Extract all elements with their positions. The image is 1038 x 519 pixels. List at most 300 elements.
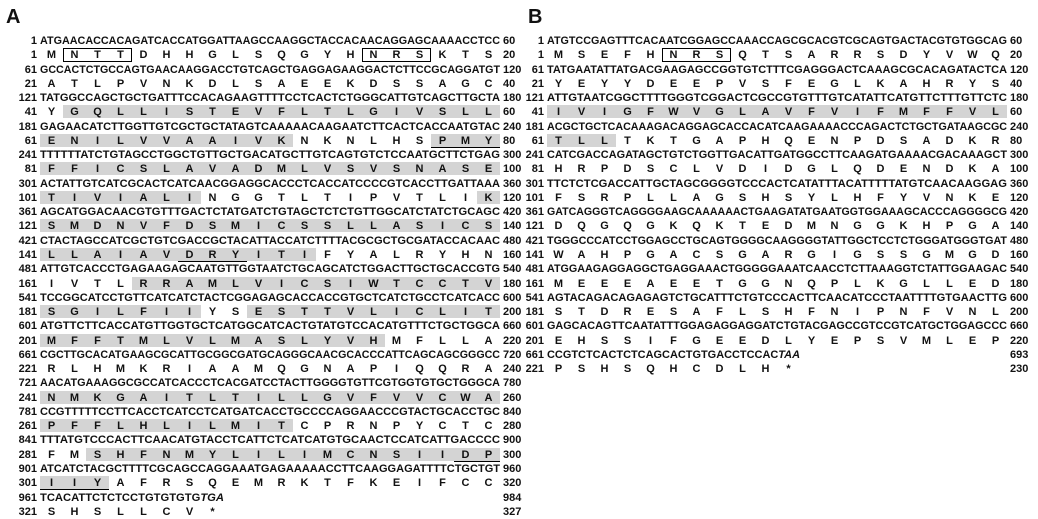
nucleotide-sequence-area <box>40 405 500 419</box>
amino-acid: V <box>339 305 362 318</box>
amino-acid: L <box>946 334 953 347</box>
amino-acid: I <box>109 191 132 204</box>
amino-acid: E <box>323 77 332 90</box>
amino-acid: I <box>463 191 468 204</box>
amino-acid-row <box>507 219 1029 233</box>
amino-acid-sequence-area <box>547 219 1007 233</box>
amino-acid: I <box>547 105 570 118</box>
amino-acid-start-number: 61 <box>24 134 37 147</box>
amino-acid-end-number: 320 <box>503 477 522 490</box>
nucleotide-start-number: 241 <box>525 149 544 162</box>
nucleotide-text: ACGCTGCTCACAAAGACAGGAGCACCACATCAAGAAAACCCAGACTCTGCTGATAAGCGC <box>547 120 1007 133</box>
amino-acid: M <box>63 219 86 232</box>
amino-acid: E <box>224 105 247 118</box>
amino-acid: E <box>231 477 240 490</box>
amino-acid: K <box>438 49 447 62</box>
amino-acid: S <box>392 77 401 90</box>
amino-acid-sequence-area <box>40 277 500 291</box>
amino-acid-start-number: 21 <box>24 77 37 90</box>
amino-acid: P <box>876 306 885 319</box>
amino-acid: M <box>46 49 57 62</box>
amino-acid: C <box>484 477 493 490</box>
nucleotide-start-number: 601 <box>18 320 37 333</box>
amino-acid: I <box>49 277 54 290</box>
nucleotide-sequence <box>547 120 1007 134</box>
amino-acid: C <box>484 77 493 90</box>
amino-acid: T <box>454 277 477 290</box>
amino-acid-row <box>0 219 522 233</box>
amino-acid: E <box>692 277 701 290</box>
amino-acid: S <box>415 77 424 90</box>
nucleotide-sequence <box>547 348 800 362</box>
amino-acid-start-number: 61 <box>531 134 544 147</box>
amino-acid: E <box>247 305 270 318</box>
amino-acid: P <box>830 277 839 290</box>
nucleotide-row <box>0 376 522 390</box>
nucleotide-row <box>0 148 522 162</box>
amino-acid: A <box>346 363 355 376</box>
amino-acid: S <box>715 248 724 261</box>
amino-acid: R <box>162 477 171 490</box>
stop-codon: TGA <box>200 491 224 504</box>
nucleotide-text: CGCTTGCACATGAAGCGCATTGCGGCGATGCAGGGCAACGCACCCATTCAGCAGCGGGCC <box>40 348 500 361</box>
amino-acid-start-number: 21 <box>531 77 544 90</box>
nucleotide-sequence <box>40 91 500 105</box>
nucleotide-start-number: 421 <box>525 234 544 247</box>
amino-acid: Q <box>738 49 747 62</box>
amino-acid-end-number: 60 <box>1010 106 1023 119</box>
amino-acid: A <box>991 163 1000 176</box>
nucleotide-sequence-area <box>547 262 1007 276</box>
amino-acid: A <box>132 248 155 261</box>
nucleotide-sequence-area <box>40 148 500 162</box>
amino-acid: G <box>830 77 839 90</box>
amino-acid: S <box>415 49 424 62</box>
nucleotide-row <box>507 205 1029 219</box>
nucleotide-text: ATCATCTACGCTTTTCGCAGCCAGGAAATGAGAAAAACCTTCAAGGAGATTTTCTGCTGT <box>40 462 500 475</box>
amino-acid: M <box>201 277 224 290</box>
amino-acid: L <box>362 219 385 232</box>
amino-acid: S <box>408 219 431 232</box>
amino-acid: I <box>431 448 454 461</box>
nucleotide-sequence-area <box>547 319 1007 333</box>
amino-acid: A <box>247 334 270 347</box>
amino-acid: T <box>94 49 101 62</box>
amino-acid: A <box>277 77 286 90</box>
amino-acid: D <box>86 219 109 232</box>
amino-acid: G <box>876 220 885 233</box>
amino-acid: G <box>316 391 339 404</box>
amino-acid: E <box>669 277 678 290</box>
amino-acid: L <box>739 363 746 376</box>
amino-acid: A <box>86 248 109 261</box>
amino-acid: I <box>40 476 63 489</box>
amino-acid: A <box>178 162 201 175</box>
amino-acid: C <box>669 163 678 176</box>
amino-acid: E <box>715 334 724 347</box>
nucleotide-start-number: 61 <box>531 63 544 76</box>
amino-acid: S <box>623 363 632 376</box>
amino-acid-sequence-area <box>547 277 1007 291</box>
amino-acid: D <box>554 220 563 233</box>
amino-acid: I <box>593 105 616 118</box>
amino-acid: T <box>578 306 585 319</box>
amino-acid: K <box>139 363 148 376</box>
amino-acid: A <box>761 248 770 261</box>
amino-acid: V <box>247 134 270 147</box>
amino-acid: F <box>86 419 109 432</box>
amino-acid-row <box>0 476 522 490</box>
nucleotide-text: ATGTTCTTCACCATGTTGGTGCTCATGGCATCACTGTATGTCCACATGTTTCTGCTGGCA <box>40 320 501 333</box>
amino-acid: G <box>761 277 770 290</box>
amino-acid: S <box>554 306 563 319</box>
amino-acid: K <box>323 134 332 147</box>
amino-acid: R <box>623 306 632 319</box>
amino-acid-start-number: 101 <box>525 191 544 204</box>
amino-acid: Y <box>899 191 908 204</box>
amino-acid: L <box>71 363 78 376</box>
amino-acid: M <box>806 220 817 233</box>
amino-acid: I <box>339 277 362 290</box>
amino-acid: V <box>961 105 984 118</box>
nucleotide-text: AGTACAGACAGAGAGTCTGCATTTCTGTCCCACTTCAACATCCCTAATTTTGTGAACTTG <box>547 291 1007 304</box>
amino-acid: Q <box>86 105 109 118</box>
amino-acid: T <box>624 134 631 147</box>
amino-acid: D <box>208 77 217 90</box>
amino-acid: F <box>86 334 109 347</box>
amino-acid: A <box>807 49 816 62</box>
nucleotide-sequence <box>547 63 1007 77</box>
amino-acid: N <box>899 306 908 319</box>
amino-acid: L <box>117 277 124 290</box>
amino-acid: L <box>109 305 132 318</box>
amino-acid: T <box>117 49 124 62</box>
nucleotide-sequence <box>40 205 500 219</box>
amino-acid: A <box>208 363 217 376</box>
nucleotide-row <box>507 262 1029 276</box>
nucleotide-end-number: 420 <box>1010 206 1029 219</box>
amino-acid: E <box>830 334 839 347</box>
amino-acid: A <box>178 277 201 290</box>
amino-acid: K <box>369 477 378 490</box>
amino-acid: Y <box>323 49 332 62</box>
amino-acid-row <box>507 277 1029 291</box>
nucleotide-end-number: 660 <box>503 320 522 333</box>
amino-acid: G <box>692 334 701 347</box>
amino-acid: Q <box>277 363 286 376</box>
nucleotide-sequence <box>547 262 1007 276</box>
nucleotide-sequence <box>547 91 1007 105</box>
amino-acid: G <box>600 220 609 233</box>
amino-acid: H <box>784 306 793 319</box>
amino-acid-row <box>507 248 1029 262</box>
amino-acid: K <box>876 77 885 90</box>
amino-acid: R <box>945 77 954 90</box>
nucleotide-start-number: 181 <box>525 120 544 133</box>
amino-acid-start-number: 141 <box>525 248 544 261</box>
amino-acid: H <box>392 134 401 147</box>
nucleotide-sequence <box>40 491 224 505</box>
amino-acid: S <box>40 219 63 232</box>
amino-acid-row <box>507 48 1023 62</box>
amino-acid: H <box>162 49 171 62</box>
amino-acid: F <box>915 105 938 118</box>
amino-acid: I <box>86 134 109 147</box>
amino-acid: F <box>347 477 354 490</box>
amino-acid-start-number: 1 <box>537 49 544 62</box>
amino-acid-end-number: 200 <box>503 306 522 319</box>
amino-acid: G <box>807 248 816 261</box>
amino-acid-sequence-area <box>40 305 500 319</box>
amino-acid: E <box>623 277 632 290</box>
amino-acid: F <box>555 191 562 204</box>
amino-acid: G <box>461 77 470 90</box>
amino-acid: E <box>692 77 701 90</box>
nucleotide-sequence <box>547 291 1007 305</box>
nucleotide-text: ACTATTGTCATCGCACTCATCAACGGAGGCACCCTCACCATCCCCGTCACCTTGATTAAA <box>40 177 500 190</box>
amino-acid: I <box>187 363 192 376</box>
amino-acid-start-number: 41 <box>24 106 37 119</box>
amino-acid: L <box>155 334 178 347</box>
amino-acid: G <box>899 277 908 290</box>
amino-acid: H <box>669 363 678 376</box>
amino-acid: M <box>316 448 339 461</box>
amino-acid-row <box>0 448 522 462</box>
nucleotide-row <box>0 348 522 362</box>
amino-acid: I <box>846 105 869 118</box>
amino-acid: S <box>991 77 1000 90</box>
amino-acid: I <box>86 305 109 318</box>
amino-acid-end-number: 260 <box>503 391 522 404</box>
amino-acid-sequence-area <box>40 476 500 490</box>
amino-acid: Y <box>47 106 56 119</box>
amino-acid: L <box>232 77 239 90</box>
amino-acid: T <box>324 477 331 490</box>
amino-acid: G <box>807 163 816 176</box>
amino-acid: F <box>132 305 155 318</box>
amino-acid-start-number: 81 <box>531 163 544 176</box>
amino-acid-start-number: 221 <box>18 363 37 376</box>
amino-acid: Q <box>646 363 655 376</box>
amino-acid: T <box>201 105 224 118</box>
amino-acid-sequence-area <box>40 105 500 119</box>
amino-acid: T <box>762 49 769 62</box>
amino-acid: K <box>185 77 194 90</box>
amino-acid: R <box>201 248 224 261</box>
amino-acid: A <box>369 248 378 261</box>
amino-acid-row <box>0 391 522 405</box>
amino-acid: S <box>293 219 316 232</box>
amino-acid: P <box>945 220 954 233</box>
amino-acid: T <box>278 191 285 204</box>
amino-acid: Y <box>807 334 816 347</box>
amino-acid-start-number: 321 <box>18 505 37 518</box>
amino-acid: M <box>224 334 247 347</box>
amino-acid: M <box>454 134 477 147</box>
amino-acid: V <box>899 334 908 347</box>
amino-acid: R <box>461 363 470 376</box>
amino-acid: D <box>715 363 724 376</box>
nucleotide-row <box>507 348 1029 362</box>
nucleotide-end-number: 60 <box>1010 35 1023 47</box>
nucleotide-sequence <box>40 148 500 162</box>
amino-acid: T <box>178 391 201 404</box>
amino-acid: P <box>853 334 862 347</box>
amino-acid: Q <box>438 363 447 376</box>
nucleotide-sequence <box>547 148 1007 162</box>
amino-acid: T <box>94 277 101 290</box>
amino-acid: I <box>247 419 270 432</box>
nucleotide-end-number: 480 <box>503 234 522 247</box>
motif-underline <box>454 448 500 462</box>
amino-acid: I <box>394 363 399 376</box>
amino-acid: S <box>254 77 263 90</box>
nucleotide-text: GCCACTCTGCCAGTGAACAAGGACCTGTCAGCTGAGGAGAAGGACTCTTCCGCAGGATGT <box>40 63 500 76</box>
nucleotide-sequence-area <box>40 234 500 248</box>
amino-acid: E <box>646 306 655 319</box>
amino-acid: I <box>247 448 270 461</box>
amino-acid: M <box>391 334 402 347</box>
amino-acid: N <box>484 248 493 261</box>
amino-acid: L <box>785 334 792 347</box>
amino-acid: Q <box>623 220 632 233</box>
amino-acid: E <box>477 162 500 175</box>
amino-acid: N <box>968 306 977 319</box>
amino-acid: L <box>831 163 838 176</box>
amino-acid: V <box>738 77 747 90</box>
amino-acid: D <box>178 248 201 261</box>
amino-acid: V <box>685 105 708 118</box>
amino-acid: G <box>646 220 655 233</box>
amino-acid: N <box>155 448 178 461</box>
amino-acid: E <box>554 334 563 347</box>
amino-acid: V <box>86 191 109 204</box>
amino-acid: N <box>109 219 132 232</box>
amino-acid: P <box>715 77 724 90</box>
amino-acid: E <box>577 77 586 90</box>
nucleotide-sequence <box>547 34 1007 48</box>
amino-acid: Q <box>807 277 816 290</box>
amino-acid: H <box>132 419 155 432</box>
amino-acid-start-number: 1 <box>30 49 37 62</box>
amino-acid-sequence-area <box>40 219 500 233</box>
amino-acid: L <box>117 505 124 518</box>
nucleotide-end-number: 720 <box>503 348 522 361</box>
amino-acid-sequence-area <box>547 362 1007 376</box>
nucleotide-sequence-area <box>40 462 500 476</box>
amino-acid: G <box>968 248 977 261</box>
nucleotide-start-number: 301 <box>18 177 37 190</box>
amino-acid: M <box>40 334 63 347</box>
amino-acid: T <box>716 277 723 290</box>
amino-acid: G <box>738 277 747 290</box>
amino-acid: E <box>968 277 977 290</box>
amino-acid: A <box>754 105 777 118</box>
amino-acid: D <box>784 220 793 233</box>
nucleotide-end-number: 600 <box>503 291 522 304</box>
amino-acid: S <box>431 105 454 118</box>
amino-acid: F <box>48 448 55 461</box>
amino-acid: L <box>439 191 446 204</box>
amino-acid: L <box>647 191 654 204</box>
nucleotide-text: CCGTCTCACTCTCAGCACTGTGACCTCCAC <box>547 348 779 361</box>
nucleotide-sequence-area <box>40 34 500 48</box>
amino-acid: S <box>316 277 339 290</box>
amino-acid: S <box>385 162 408 175</box>
amino-acid: L <box>570 134 593 147</box>
amino-acid: A <box>385 219 408 232</box>
amino-acid: L <box>293 334 316 347</box>
amino-acid: V <box>408 391 431 404</box>
amino-acid: A <box>922 134 931 147</box>
amino-acid: I <box>247 219 270 232</box>
nucleotide-sequence <box>547 234 1007 248</box>
nucleotide-sequence <box>40 462 500 476</box>
amino-acid: Q <box>853 163 862 176</box>
amino-acid: D <box>945 134 954 147</box>
amino-acid-sequence-area <box>40 334 500 348</box>
amino-acid: E <box>761 220 770 233</box>
nucleotide-text: GAGAACATCTTGGTTGTCGCTGCTATAGTCAAAAACAAGAATCTTCACTCACCAATGTAC <box>40 120 501 133</box>
amino-acid-sequence-area <box>40 391 500 405</box>
nucleotide-row <box>0 291 522 305</box>
nucleotide-row <box>507 148 1029 162</box>
nucleotide-text: ATTGTAATCGGCTTTTGGGTCGGACTCGCCGTGTTTGTCATATTCATGTTCTTTGTTCTC <box>547 92 1007 105</box>
amino-acid: C <box>339 448 362 461</box>
amino-acid-end-number: 80 <box>503 134 516 147</box>
amino-acid: L <box>293 391 316 404</box>
amino-acid: Q <box>784 134 793 147</box>
amino-acid: F <box>63 334 86 347</box>
amino-acid-start-number: 121 <box>525 220 544 233</box>
amino-acid-end-number: 120 <box>503 191 522 204</box>
amino-acid: A <box>477 391 500 404</box>
amino-acid: P <box>738 134 747 147</box>
nucleotide-sequence <box>40 63 500 77</box>
amino-acid: I <box>431 219 454 232</box>
amino-acid: W <box>553 248 564 261</box>
amino-acid: Q <box>277 49 286 62</box>
amino-acid: V <box>945 306 954 319</box>
amino-acid: L <box>462 334 469 347</box>
amino-acid: N <box>369 420 378 433</box>
amino-acid: C <box>438 420 447 433</box>
amino-acid: F <box>785 77 792 90</box>
amino-acid: F <box>800 105 823 118</box>
amino-acid: L <box>339 105 362 118</box>
nucleotide-end-number: 120 <box>1010 63 1029 76</box>
amino-acid: P <box>369 191 378 204</box>
amino-acid: K <box>876 277 885 290</box>
amino-acid: L <box>224 277 247 290</box>
amino-acid: Y <box>201 448 224 461</box>
nucleotide-sequence-area <box>40 376 500 390</box>
nucleotide-sequence-area <box>40 205 500 219</box>
nucleotide-start-number: 181 <box>18 120 37 133</box>
amino-acid-sequence-area <box>547 48 1007 62</box>
nucleotide-end-number: 360 <box>503 177 522 190</box>
amino-acid: D <box>623 163 632 176</box>
amino-acid: C <box>692 363 701 376</box>
amino-acid: K <box>86 391 109 404</box>
amino-acid: L <box>155 419 178 432</box>
amino-acid: L <box>593 134 616 147</box>
amino-acid: R <box>784 248 793 261</box>
amino-acid: R <box>162 363 171 376</box>
amino-acid: L <box>155 191 178 204</box>
amino-acid: I <box>155 305 178 318</box>
amino-acid-start-number: 181 <box>525 306 544 319</box>
